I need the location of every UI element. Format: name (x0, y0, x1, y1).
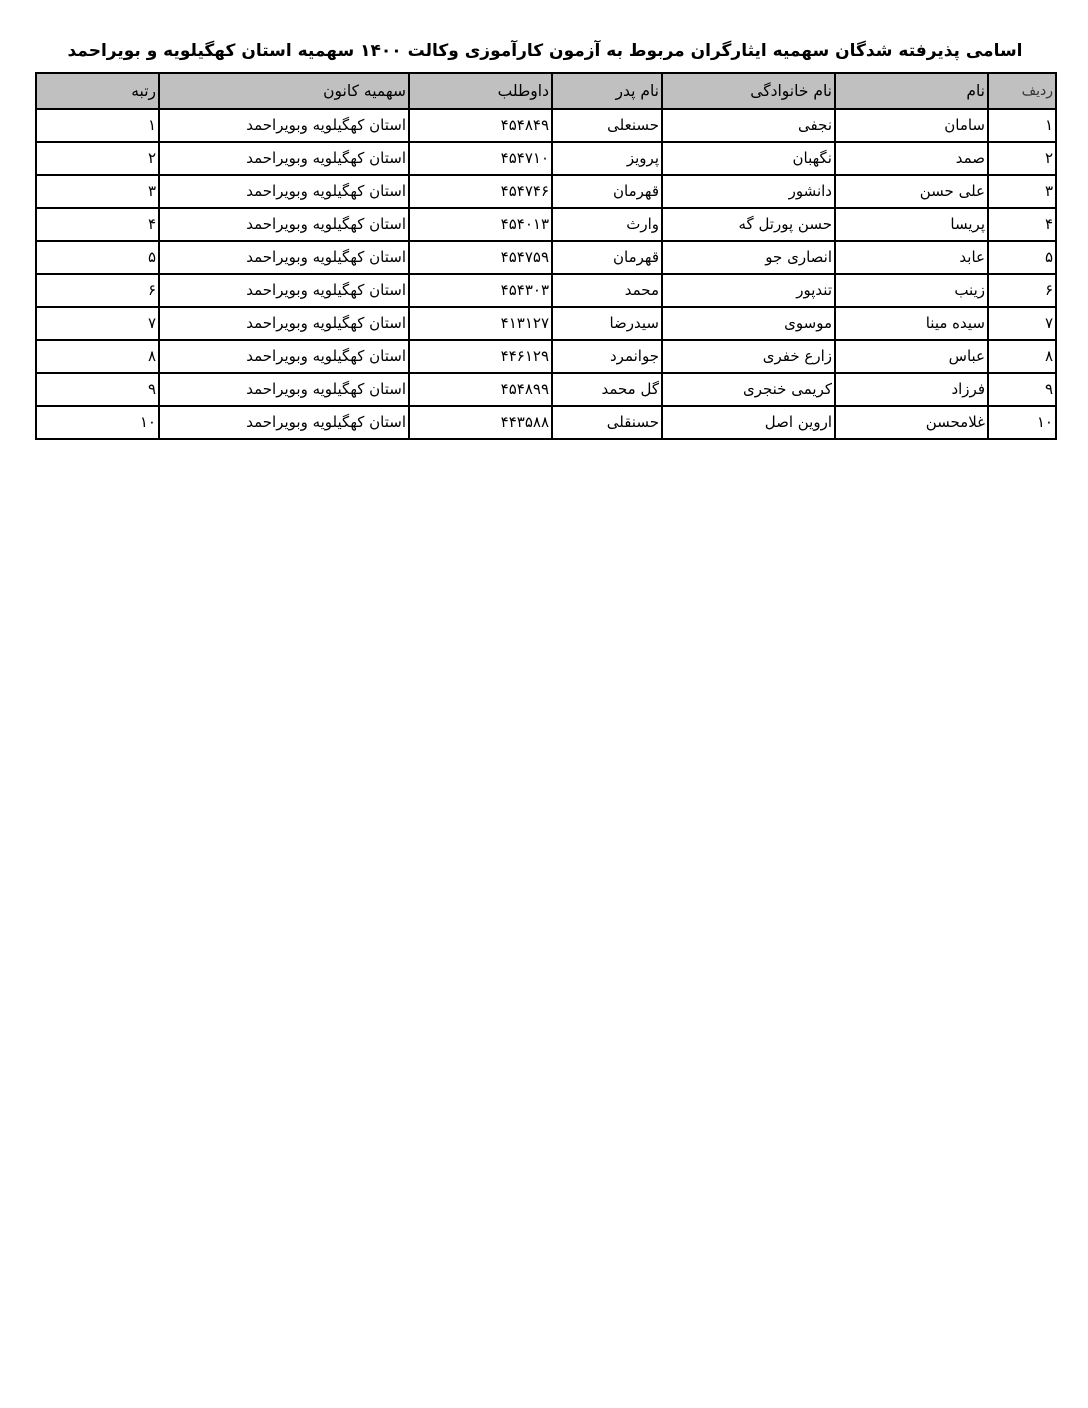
father-name-cell: حسنقلی (552, 406, 662, 439)
row-number: ۲ (988, 142, 1056, 175)
last-name-cell: نگهبان (662, 142, 835, 175)
rank-cell: ۹ (36, 373, 159, 406)
page-title: اسامی پذیرفته شدگان سهمیه ایثارگران مربوط به آزمون کارآموزی وکالت ۱۴۰۰ سهمیه استان کهگیلویه و بویراحمد (67, 41, 1023, 61)
last-name-cell: اروین اصل (662, 406, 835, 439)
row-number: ۵ (988, 241, 1056, 274)
first-name-cell: صمد (835, 142, 988, 175)
first-name-cell: سیده مینا (835, 307, 988, 340)
candidate-id-cell: ۴۵۴۷۴۶ (409, 175, 552, 208)
row-number: ۱۰ (988, 406, 1056, 439)
father-name-cell: جوانمرد (552, 340, 662, 373)
table-row (36, 373, 1056, 406)
candidate-id-cell: ۴۵۴۳۰۳ (409, 274, 552, 307)
father-name-cell: گل محمد (552, 373, 662, 406)
row-number: ۷ (988, 307, 1056, 340)
header-row-number: ردیف (988, 73, 1056, 109)
rank-cell: ۲ (36, 142, 159, 175)
table-header-row (36, 73, 1056, 109)
last-name-cell: انصاری جو (662, 241, 835, 274)
last-name-cell: نجفی (662, 109, 835, 142)
rank-cell: ۸ (36, 340, 159, 373)
quota-cell: استان کهگیلویه وبویراحمد (159, 142, 409, 175)
candidate-id-cell: ۴۴۳۵۸۸ (409, 406, 552, 439)
father-name-cell: حسنعلی (552, 109, 662, 142)
table-row (36, 142, 1056, 175)
father-name-cell: قهرمان (552, 241, 662, 274)
candidate-id-cell: ۴۴۶۱۲۹ (409, 340, 552, 373)
first-name-cell: عابد (835, 241, 988, 274)
quota-cell: استان کهگیلویه وبویراحمد (159, 241, 409, 274)
first-name-cell: زینب (835, 274, 988, 307)
first-name-cell: پریسا (835, 208, 988, 241)
row-number: ۸ (988, 340, 1056, 373)
father-name-cell: سیدرضا (552, 307, 662, 340)
first-name-cell: سامان (835, 109, 988, 142)
rank-cell: ۶ (36, 274, 159, 307)
rank-cell: ۷ (36, 307, 159, 340)
last-name-cell: موسوی (662, 307, 835, 340)
table-row (36, 340, 1056, 373)
quota-cell: استان کهگیلویه وبویراحمد (159, 208, 409, 241)
candidate-id-cell: ۴۵۴۰۱۳ (409, 208, 552, 241)
last-name-cell: زارع خفری (662, 340, 835, 373)
row-number: ۹ (988, 373, 1056, 406)
rank-cell: ۱ (36, 109, 159, 142)
first-name-cell: عباس (835, 340, 988, 373)
first-name-cell: فرزاد (835, 373, 988, 406)
header-rank: رتبه (36, 73, 159, 109)
rank-cell: ۳ (36, 175, 159, 208)
quota-cell: استان کهگیلویه وبویراحمد (159, 175, 409, 208)
table-row (36, 241, 1056, 274)
row-number: ۳ (988, 175, 1056, 208)
candidate-id-cell: ۴۵۴۷۱۰ (409, 142, 552, 175)
first-name-cell: غلامحسن (835, 406, 988, 439)
quota-cell: استان کهگیلویه وبویراحمد (159, 373, 409, 406)
header-first-name: نام (835, 73, 988, 109)
quota-cell: استان کهگیلویه وبویراحمد (159, 406, 409, 439)
father-name-cell: محمد (552, 274, 662, 307)
candidate-id-cell: ۴۱۳۱۲۷ (409, 307, 552, 340)
admitted-candidates-table (35, 72, 1057, 440)
rank-cell: ۴ (36, 208, 159, 241)
header-last-name: نام خانوادگی (662, 73, 835, 109)
table-row (36, 109, 1056, 142)
candidate-id-cell: ۴۵۴۷۵۹ (409, 241, 552, 274)
candidate-id-cell: ۴۵۴۸۹۹ (409, 373, 552, 406)
first-name-cell: علی حسن (835, 175, 988, 208)
last-name-cell: تندپور (662, 274, 835, 307)
header-quota: سهمیه کانون (159, 73, 409, 109)
quota-cell: استان کهگیلویه وبویراحمد (159, 274, 409, 307)
row-number: ۴ (988, 208, 1056, 241)
table-row (36, 307, 1056, 340)
table-row (36, 175, 1056, 208)
rank-cell: ۵ (36, 241, 159, 274)
quota-cell: استان کهگیلویه وبویراحمد (159, 307, 409, 340)
candidate-id-cell: ۴۵۴۸۴۹ (409, 109, 552, 142)
father-name-cell: قهرمان (552, 175, 662, 208)
header-father-name: نام پدر (552, 73, 662, 109)
table-row (36, 406, 1056, 439)
father-name-cell: پرویز (552, 142, 662, 175)
last-name-cell: کریمی خنجری (662, 373, 835, 406)
row-number: ۶ (988, 274, 1056, 307)
table-row (36, 274, 1056, 307)
rank-cell: ۱۰ (36, 406, 159, 439)
table-row (36, 208, 1056, 241)
quota-cell: استان کهگیلویه وبویراحمد (159, 340, 409, 373)
father-name-cell: وارث (552, 208, 662, 241)
last-name-cell: دانشور (662, 175, 835, 208)
row-number: ۱ (988, 109, 1056, 142)
header-candidate-id: داوطلب (409, 73, 552, 109)
quota-cell: استان کهگیلویه وبویراحمد (159, 109, 409, 142)
last-name-cell: حسن پورتل گه (662, 208, 835, 241)
